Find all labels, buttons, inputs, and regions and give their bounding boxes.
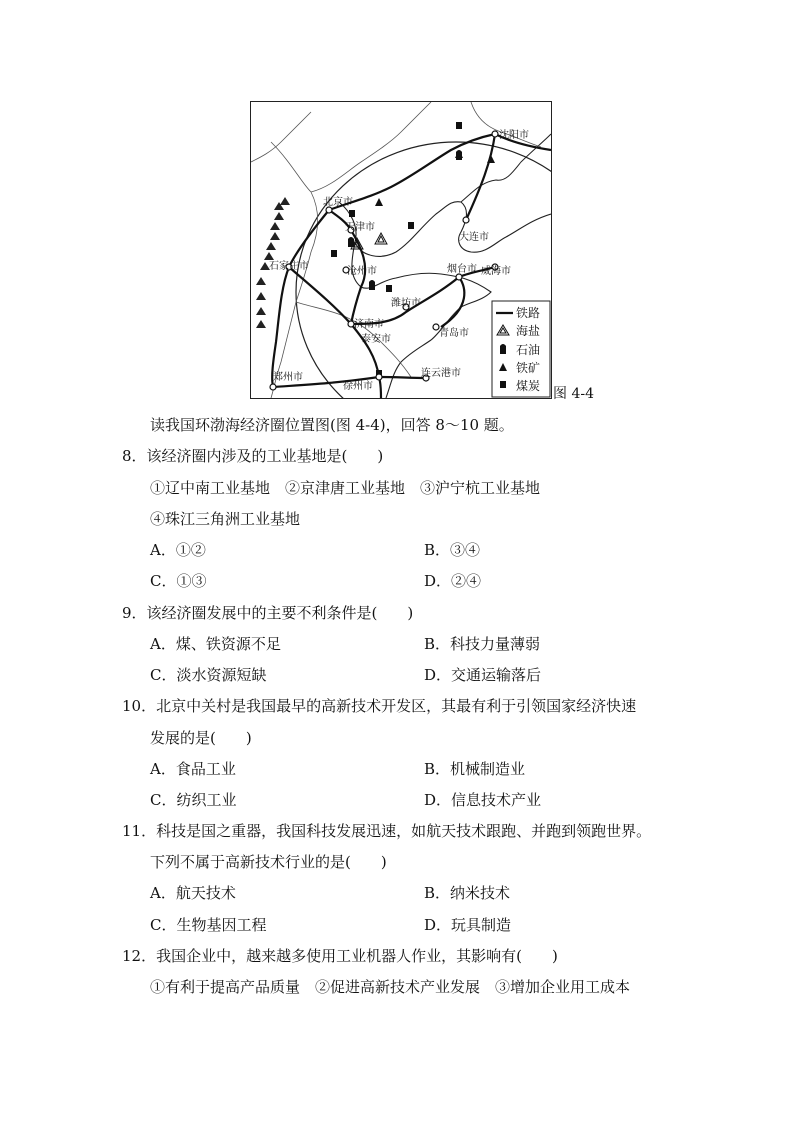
q9-option-b[interactable]: B．科技力量薄弱 (424, 635, 541, 653)
q11-option-d[interactable]: D．玩具制造 (424, 916, 512, 934)
q10-option-b[interactable]: B．机械制造业 (424, 760, 526, 778)
q9-option-a[interactable]: A．煤、铁资源不足 (150, 635, 281, 653)
bohai-map (250, 101, 552, 399)
oil-symbol (456, 150, 462, 160)
intro-text: 读我国环渤海经济圈位置图(图 4-4)，回答 8～10 题。 (150, 416, 514, 434)
q10-stem-line1: 10．北京中关村是我国最早的高新技术开发区，其最有利于引领国家经济快速 (122, 697, 637, 715)
legend-oil: 石油 (516, 343, 541, 357)
q8-items-line2: ④珠江三角洲工业基地 (150, 510, 301, 528)
q10-stem-line2: 发展的是( ) (150, 729, 252, 747)
legend-sea-salt: 海盐 (516, 324, 541, 338)
city-label-beijing: 北京市 (323, 197, 353, 208)
q8-option-b[interactable]: B．③④ (424, 541, 481, 559)
q9-option-c[interactable]: C．淡水资源短缺 (150, 666, 267, 684)
city-label-shijiazhuang: 石家庄市 (269, 261, 309, 272)
q10-option-a[interactable]: A．食品工业 (150, 760, 236, 778)
city-label-lianyungang: 连云港市 (421, 368, 461, 379)
coal-symbol (456, 122, 462, 129)
q9-stem: 9．该经济圈发展中的主要不利条件是( ) (122, 604, 414, 622)
q8-option-c[interactable]: C．①③ (150, 572, 207, 590)
q11-option-c[interactable]: C．生物基因工程 (150, 916, 267, 934)
q12-stem: 12．我国企业中，越来越多使用工业机器人作业，其影响有( ) (122, 947, 558, 965)
map-drawing (251, 102, 551, 398)
q11-option-b[interactable]: B．纳米技术 (424, 884, 511, 902)
q8-option-a[interactable]: A．①② (150, 541, 206, 559)
q11-stem-line2: 下列不属于高新技术行业的是( ) (150, 853, 387, 871)
city-label-shenyang: 沈阳市 (499, 130, 529, 141)
coastline-korea (461, 134, 551, 202)
city-label-weihai: 威海市 (481, 266, 511, 277)
city-label-weifang: 潍坊市 (391, 298, 421, 309)
oil-symbol (369, 280, 375, 290)
legend-railway: 铁路 (516, 306, 541, 320)
legend-coal: 煤炭 (516, 379, 541, 393)
coal-symbol (386, 285, 392, 292)
q8-stem: 8．该经济圈内涉及的工业基地是( ) (122, 447, 384, 465)
map-legend (492, 301, 550, 397)
legend-iron: 铁矿 (516, 361, 541, 375)
iron-symbol (375, 198, 383, 206)
city-label-dalian: 大连市 (459, 232, 489, 243)
q8-items-line1: ①辽中南工业基地 ②京津唐工业基地 ③沪宁杭工业基地 (150, 479, 541, 497)
q11-stem-line1: 11．科技是国之重器，我国科技发展迅速，如航天技术跟跑、并跑到领跑世界。 (122, 822, 652, 840)
city-label-xuzhou: 徐州市 (343, 381, 373, 392)
q9-option-d[interactable]: D．交通运输落后 (424, 666, 542, 684)
city-label-cangzhou: 沧州市 (347, 266, 377, 277)
city-label-qingdao: 青岛市 (439, 328, 469, 339)
q10-option-d[interactable]: D．信息技术产业 (424, 791, 542, 809)
city-label-zhengzhou: 郑州市 (273, 372, 303, 383)
iron-symbol (487, 155, 495, 163)
city-label-taian: 泰安市 (361, 334, 391, 345)
coal-symbol (331, 250, 337, 257)
city-label-tianjin: 天津市 (345, 222, 375, 233)
q11-option-a[interactable]: A．航天技术 (150, 884, 236, 902)
coal-symbol (349, 210, 355, 217)
border-line-4 (251, 112, 311, 162)
q10-option-c[interactable]: C．纺织工业 (150, 791, 237, 809)
q12-items-line1: ①有利于提高产品质量 ②促进高新技术产业发展 ③增加企业用工成本 (150, 978, 631, 996)
city-label-yantai: 烟台市 (447, 264, 477, 275)
q8-option-d[interactable]: D．②④ (424, 572, 482, 590)
figure-caption: 图 4-4 (553, 386, 594, 402)
city-label-jinan: 济南市 (354, 319, 384, 330)
coal-symbol (408, 222, 414, 229)
